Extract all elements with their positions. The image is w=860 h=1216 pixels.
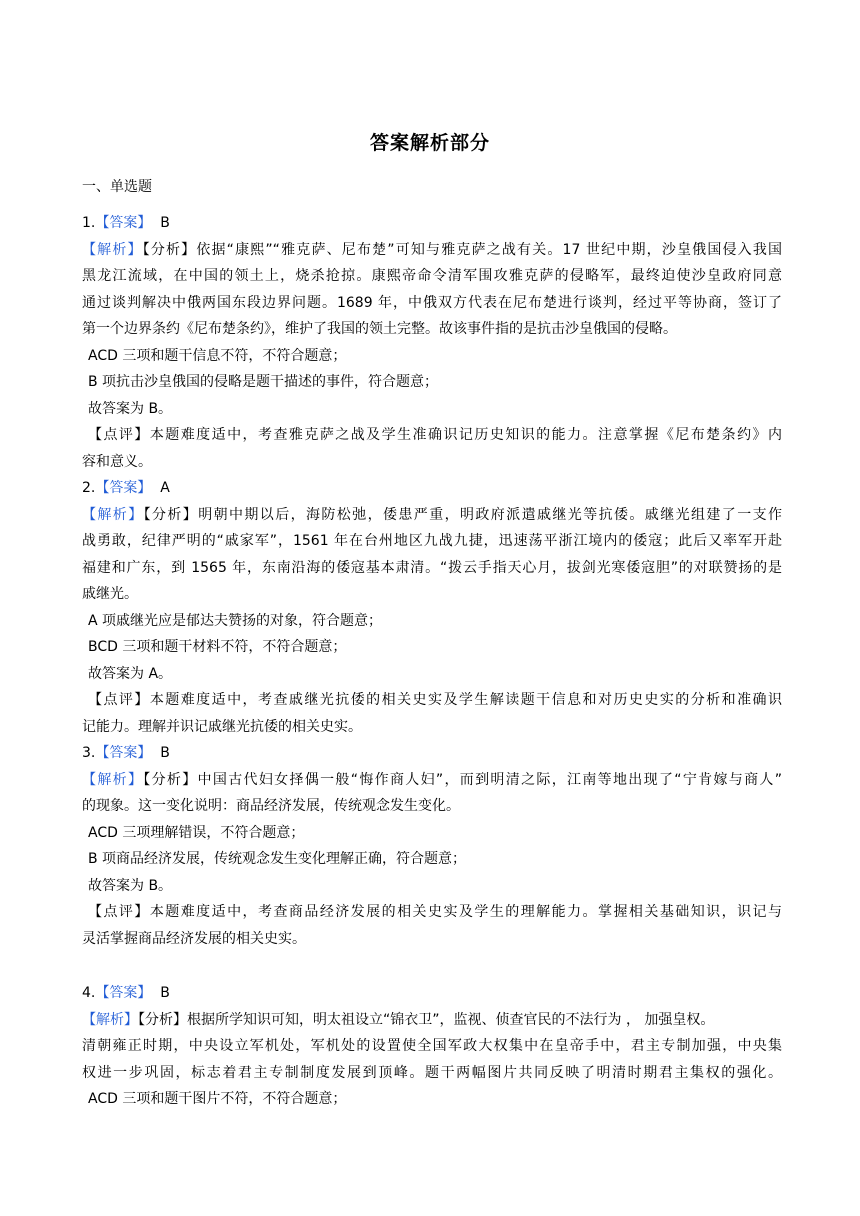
analysis-tag: 【解析】 [82, 771, 144, 788]
answer-value: B [160, 745, 170, 761]
question-3-line: 【点评】本题难度适中，考查商品经济发展的相关史实及学生的理解能力。掌握相关基础知识，识记与 [88, 904, 782, 920]
analysis-text: 【分析】中国古代妇女择偶一般“悔作商人妇”，而到明清之际，江南等地出现了“宁肯嫁与商人” [143, 771, 782, 788]
analysis-text: 【分析】根据所学知识可知，明太祖设立“锦衣卫”，监视、侦查官民的不法行为 ， 加强皇权。 [138, 1011, 715, 1028]
section-heading: 一、单选题 [82, 179, 152, 195]
question-1-line: 【点评】本题难度适中，考查雅克萨之战及学生准确识记历史知识的能力。注意掌握《尼布楚条约》内 [88, 427, 782, 443]
question-2-answer-line [82, 475, 782, 502]
question-1-line: 通过谈判解决中俄两国东段边界问题。1689 年，中俄双方代表在尼布楚进行谈判，经过平等协商，签订了 [82, 294, 782, 311]
question-1-line: 黑龙江流域，在中国的领土上，烧杀抢掠。康熙帝命令清军围攻雅克萨的侵略军，最终迫使沙皇政府同意 [82, 268, 782, 284]
analysis-text: 【分析】依据“康熙”“雅克萨、尼布楚”可知与雅克萨之战有关。17 世纪中期，沙皇俄国侵入我国 [142, 241, 782, 258]
question-2-line: BCD 三项和题干材料不符，不符合题意； [88, 639, 347, 655]
question-1-analysis-line [82, 237, 782, 264]
question-2-line: 【点评】本题难度适中，考查戚继光抗倭的相关史实及学生解读题干信息和对历史史实的分析和准确识 [88, 692, 782, 708]
question-3-line: ACD 三项理解错误，不符合题意； [88, 824, 305, 841]
question-4-line: ACD 三项和题干图片不符，不符合题意； [88, 1091, 347, 1107]
analysis-text: 【分析】明朝中期以后，海防松弛，倭患严重，明政府派遣戚继光等抗倭。戚继光组建了一支作 [143, 506, 783, 523]
answer-tag: 【答案】 [95, 745, 152, 761]
question-2-line: A 项戚继光应是郁达夫赞扬的对象，符合题意； [88, 612, 383, 629]
question-3-analysis-line [82, 767, 782, 794]
blank-spacer [82, 952, 782, 980]
question-1-line: 容和意义。 [82, 453, 152, 470]
question-3-answer-line [82, 740, 782, 767]
question-2-line: 福建和广东，到 1565 年，东南沿海的倭寇基本肃清。“拨云手指天心月，拔剑光寒倭寇胆”的对联赞扬的是 [82, 559, 782, 576]
answer-content [82, 210, 782, 1113]
answer-value: B [160, 985, 170, 1001]
analysis-tag: 【解析】 [82, 506, 144, 523]
answer-value: A [160, 480, 170, 496]
question-1-line: ACD 三项和题干信息不符，不符合题意； [88, 347, 347, 364]
question-1-line: 故答案为 B。 [88, 400, 173, 417]
page-title: 答案解析部分 [369, 132, 490, 154]
question-3-line: 的现象。这一变化说明：商品经济发展，传统观念发生变化。 [82, 798, 460, 814]
question-3-line: B 项商品经济发展，传统观念发生变化理解正确，符合题意； [88, 851, 467, 867]
answer-tag: 【答案】 [95, 985, 152, 1001]
question-2-line: 戚继光。 [82, 586, 138, 602]
question-number: 2. [82, 480, 96, 496]
question-number: 3. [82, 745, 96, 761]
question-3-line: 灵活掌握商品经济发展的相关史实。 [82, 930, 306, 947]
question-4-line: 清朝雍正时期，中央设立军机处，军机处的设置使全国军政大权集中在皇帝手中，君主专制加强，中央集 [82, 1038, 782, 1054]
answer-tag: 【答案】 [95, 480, 152, 496]
question-1-answer-line [82, 210, 782, 237]
question-4-analysis-line [82, 1007, 782, 1034]
analysis-tag: 【解析】 [82, 241, 143, 258]
question-number: 1. [82, 215, 96, 231]
answer-tag: 【答案】 [95, 215, 152, 231]
question-1-line: 第一个边界条约《尼布楚条约》，维护了我国的领土完整。故该事件指的是抗击沙皇俄国的侵略。 [82, 321, 677, 337]
analysis-tag: 【解析】 [82, 1011, 138, 1028]
question-1-line: B 项抗击沙皇俄国的侵略是题干描述的事件，符合题意； [88, 374, 439, 390]
question-3-line: 故答案为 B。 [88, 877, 173, 894]
question-2-line: 记能力。理解并识记戚继光抗倭的相关史实。 [82, 718, 362, 735]
question-2-line: 战勇敢，纪律严明的“戚家军”，1561 年在台州地区九战九捷，迅速荡平浙江境内的倭寇；此后又率军开赴 [82, 533, 782, 549]
answer-value: B [160, 215, 170, 231]
question-number: 4. [82, 985, 96, 1001]
question-2-analysis-line [82, 502, 782, 529]
question-4-answer-line [82, 980, 782, 1007]
question-4-line: 权进一步巩固，标志着君主专制制度发展到顶峰。题干两幅图片共同反映了明清时期君主集权的强化。 [82, 1064, 782, 1081]
question-2-line: 故答案为 A。 [88, 665, 173, 682]
